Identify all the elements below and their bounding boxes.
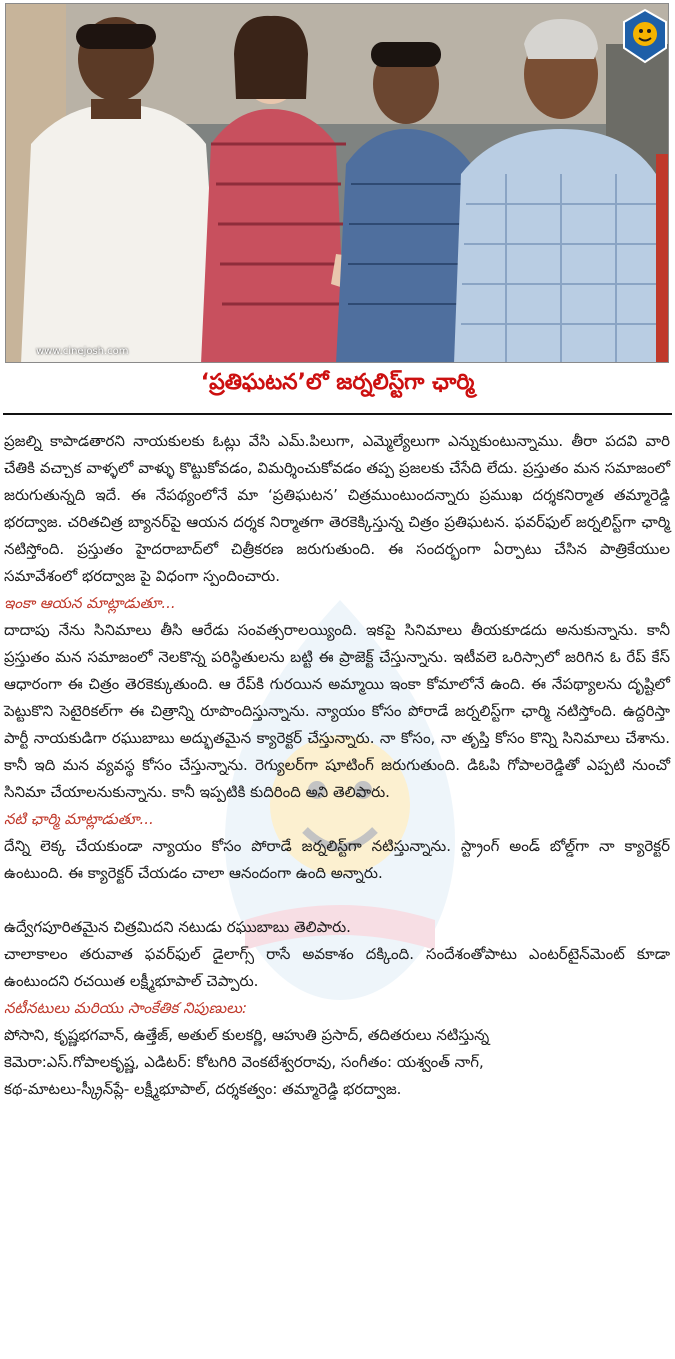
credits-line: కెమెరా:ఎస్.గోపాలకృష్ణ, ఎడిటర్: కోటగిరి వెంకటేశ్వరరావు, సంగీతం: యశ్వంత్ నాగ్, <box>4 1053 484 1071</box>
director-subheading: ఇంకా ఆయన మాట్లాడుతూ... <box>4 594 176 612</box>
charmi-quote-paragraph: దేన్ని లెక్క చేయకుండా న్యాయం కోసం పోరాడే జర్నలిస్ట్‌గా నటిస్తున్నాను. స్ట్రాంగ్ అండ్ బోల్డ్‌గా నా క్యారెక్టర్ ఉంటుంది. ఈ క్యారెక్టర్ చేయడం చాలా ఆనందంగా ఉంది అన్నారు. <box>4 837 670 882</box>
photo-watermark-url: www.cinejosh.com <box>36 346 129 357</box>
credits-line: కథ-మాటలు-స్క్రీన్‌ప్లే- లక్ష్మీభూపాల్, దర్శకత్వం: తమ్మారెడ్డి భరద్వాజ. <box>4 1080 402 1098</box>
article-title: ‘ప్రతిఘటన’లో జర్నలిస్ట్‌గా ఛార్మి <box>200 370 475 395</box>
article-body <box>4 428 670 1103</box>
title-divider <box>3 413 672 415</box>
credits-line: పోసాని, కృష్ణభగవాన్, ఉత్తేజ్, అతుల్ కులకర్ణి, ఆహుతి ప్రసాద్, తదితరులు నటిస్తున్న <box>4 1026 490 1044</box>
photo-illustration <box>6 4 669 363</box>
raghubabu-paragraph: ఉద్వేగపూరితమైన చిత్రమిదని నటుడు రఘుబాబు తెలిపారు. <box>4 918 351 936</box>
paragraph-spacer <box>4 887 670 914</box>
writer-paragraph: చాలాకాలం తరువాత ఫవర్‌ఫుల్ డైలాగ్స్ రాసే అవకాశం దక్కింది. సందేశంతోపాటు ఎంటర్‌టైన్‌మెంట్ కూడా ఉంటుందని రచయిత లక్ష్మీభూపాల్ చెప్పారు. <box>4 945 670 990</box>
cinejosh-logo-icon <box>620 8 669 64</box>
article-photo <box>5 3 669 363</box>
credits-subheading: నటీనటులు మరియు సాంకేతిక నిపుణులు: <box>4 999 248 1017</box>
director-quote-paragraph: దాదాపు నేను సినిమాలు తీసి ఆరేడు సంవత్సరాలయ్యింది. ఇకపై సినిమాలు తీయకూడదు అనుకున్నాను. కానీ ప్రస్తుతం మన సమాజంలో నెలకొన్న పరిస్థితులను బట్టి ఈ ప్రాజెక్ట్ చేస్తున్నాను. ఇటీవలె ఒరిస్సాలో జరిగిన ఓ రేప్ కేస్ ఆధారంగా ఈ చిత్రం తెరకెక్కుతుంది. ఆ రేప్‌కి గురయిన అమ్మాయి ఇంకా కోమాలోనే ఉంది. ఈ నేపథ్యాలను దృష్టిలో పెట్టుకొని సెటైరికల్‌గా ఈ చిత్రాన్ని రూపొందిస్తున్నాను. న్యాయం కోసం పోరాడే జర్నలిస్ట్‌గా ఛార్మి నటిస్తోంది. ఉద్దరిస్తా పార్టీ నాయకుడిగా రఘుబాబు అద్భుతమైన క్యారెక్టర్ చేస్తున్నారు. నా కోసం, నా తృప్తి కోసం కొన్ని సినిమాలు చేశాను. కానీ ఇది మన వ్యవస్థ కోసం చేస్తున్నాను. రెగ్యులర్‌గా షూటింగ్ జరుగుతుంది. డిఓపి గోపాలరెడ్డితో ఎప్పటి నుంచో సినిమా చేయాలనుకున్నాను. కానీ ఇప్పటికి కుదిరింది అని తెలిపారు. <box>4 621 670 801</box>
article-intro-paragraph: ప్రజల్ని కాపాడతారని నాయకులకు ఓట్లు వేసి ఎమ్.పిలుగా, ఎమ్మెల్యేలుగా ఎన్నుకుంటున్నాము. తీరా పదవి వారి చేతికి వచ్చాక వాళ్ళలో వాళ్ళు కొట్టుకోవడం, విమర్శించుకోవడం తప్ప ప్రజలకు చేసేది లేదు. ప్రస్తుతం మన సమాజంలో జరుగుతున్నది ఇదే. ఈ నేపథ్యంలోనే మా ‘ప్రతిఘటన’ చిత్రముంటుందన్నారు ప్రముఖ దర్శకనిర్మాత తమ్మారెడ్డి భరద్వాజ. చరితచిత్ర బ్యానర్‌పై ఆయన దర్శక నిర్మాతగా తెరకెక్కిస్తున్న చిత్రం ప్రతిఘటన. ఫవర్‌ఫుల్ జర్నలిస్ట్‌గా ఛార్మి నటిస్తోంది. ప్రస్తుతం హైదరాబాద్‌లో చిత్రీకరణ జరుగుతుంది. ఈ సందర్భంగా ఏర్పాటు చేసిన పాత్రికేయుల సమావేశంలో భరద్వాజ పై విధంగా స్పందించారు. <box>4 432 670 585</box>
charmi-subheading: నటి ఛార్మి మాట్లాడుతూ... <box>4 810 154 828</box>
